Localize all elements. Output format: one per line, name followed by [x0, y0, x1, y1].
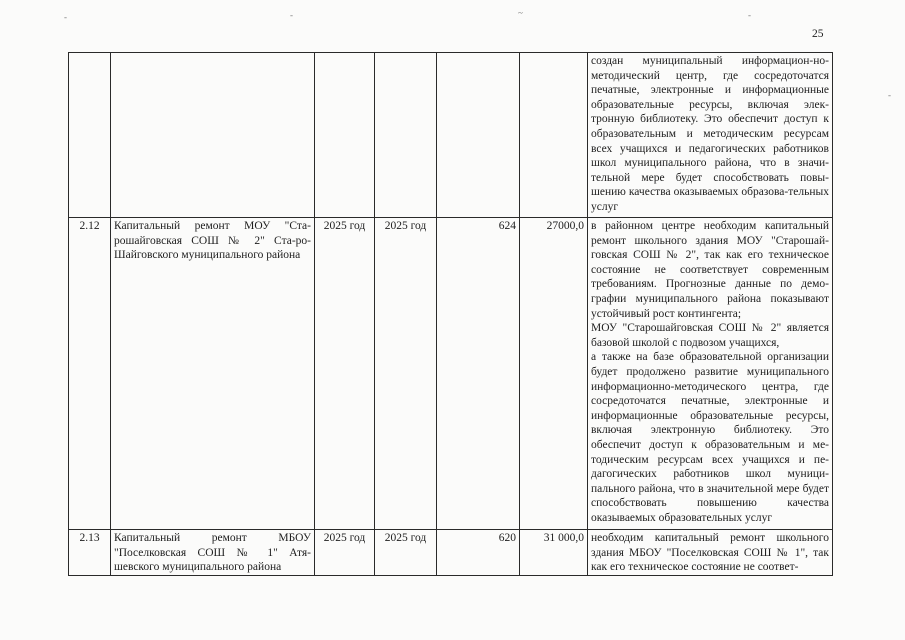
- start-year: [315, 53, 375, 218]
- scan-speck: ~: [518, 8, 523, 18]
- scan-speck: -: [64, 12, 67, 22]
- scan-speck: -: [888, 90, 891, 100]
- code: [437, 53, 520, 218]
- scan-speck: -: [290, 10, 293, 20]
- table-row: [69, 530, 833, 576]
- end-year: [375, 53, 437, 218]
- table-row: [69, 53, 833, 218]
- project-name: Капитальный ремонт МБОУ "Поселковская СОШ № 1" Атя-шевского муниципального района: [111, 530, 315, 576]
- row-number: [69, 53, 111, 218]
- start-year: 2025 год: [315, 218, 375, 530]
- page-number: 25: [812, 28, 824, 40]
- row-number: 2.13: [69, 530, 111, 576]
- justification: в районном центре необходим капитальный ремонт школьного здания МОУ "Старошай-говская СОШ № 2", так как его техническое состояние не соответствует современным требованиям. Прогнозные данные по демо-графии муниципального района показывают устойчивый рост контингента; МОУ "Старошайговская СОШ № 2" является базовой школой с подвозом учащихся, а также на базе образовательной организации будет продолжено развитие муниципального информационно-методического центра, где сосредоточатся печатные, электронные и информационные образовательные ресурсы, включая электронную библиотеку. Это обеспечит доступ к образовательным и ме-тодическим ресурсам всех учащихся и пе-дагогических работников школ муници-пального района, что в значительной мере будет способствовать повышению качества оказываемых образовательных услуг: [588, 218, 833, 530]
- amount: 31 000,0: [520, 530, 588, 576]
- project-table: [68, 52, 833, 576]
- end-year: 2025 год: [375, 218, 437, 530]
- code: 624: [437, 218, 520, 530]
- start-year: 2025 год: [315, 530, 375, 576]
- row-number: 2.12: [69, 218, 111, 530]
- end-year: 2025 год: [375, 530, 437, 576]
- justification: создан муниципальный информацион-но-методический центр, где сосредоточатся печатные, электронные и информационные образовательные ресурсы, включая элек-тронную библиотеку. Это обеспечит доступ к образовательным и методическим ресурсам всех учащихся и педагогических работников школ муниципального района, что в значи-тельной мере будет способствовать повы-шению качества оказываемых образова-тельных услуг: [588, 53, 833, 218]
- justification: необходим капитальный ремонт школьного здания МБОУ "Поселковская СОШ № 1", так как его техническое состояние не соответ-: [588, 530, 833, 576]
- project-name: [111, 53, 315, 218]
- table-row: [69, 218, 833, 530]
- project-name: Капитальный ремонт МОУ "Ста-рошайговская СОШ № 2" Ста-ро-Шайговского муниципального района: [111, 218, 315, 530]
- scan-speck: -: [748, 10, 751, 20]
- code: 620: [437, 530, 520, 576]
- amount: [520, 53, 588, 218]
- amount: 27000,0: [520, 218, 588, 530]
